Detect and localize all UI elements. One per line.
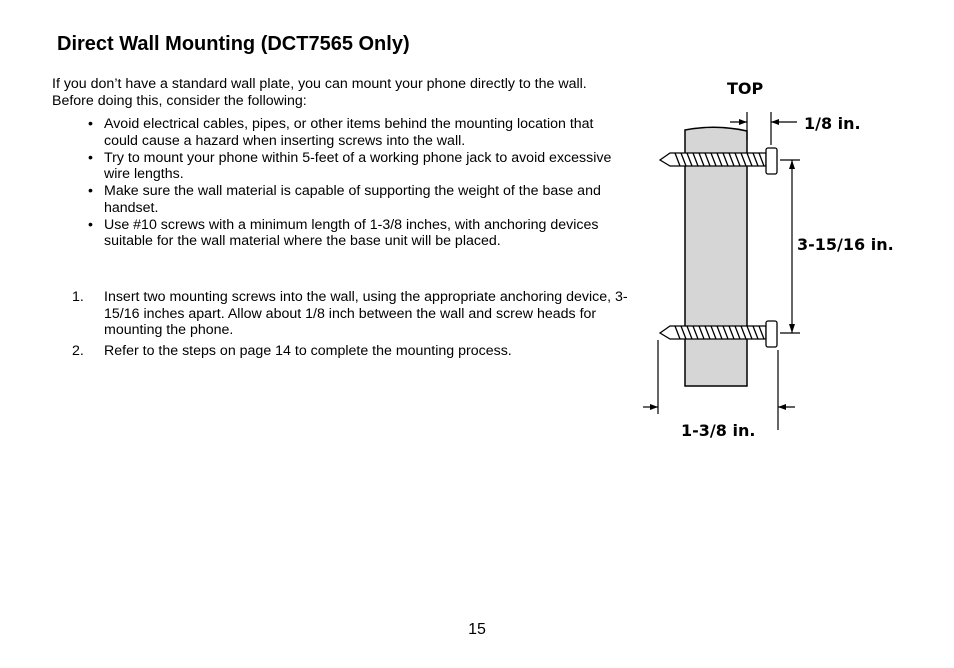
step-number: 1. (72, 289, 84, 305)
step-number: 2. (72, 342, 84, 359)
list-item (86, 150, 631, 183)
wall-mount-diagram (640, 70, 920, 450)
step-item (72, 343, 632, 360)
intro-paragraph: If you don’t have a standard wall plate, you can mount your phone directly to the wall. Before doing this, consider the following: (52, 76, 587, 109)
bullet-marker: • (88, 183, 93, 199)
list-item (86, 183, 631, 216)
gap-label: 1/8 in. (804, 114, 861, 133)
list-item (86, 217, 631, 250)
bullet-marker: • (88, 149, 93, 166)
step-item (72, 289, 632, 339)
list-item-text: Avoid electrical cables, pipes, or other items behind the mounting location that could cause a hazard when inserting screws into the wall. (104, 116, 594, 149)
bullet-marker: • (88, 216, 93, 233)
page-number: 15 (468, 621, 486, 638)
top-label: TOP (727, 79, 764, 98)
step-text: Insert two mounting screws into the wall, using the appropriate anchoring device, 3-15/16 inches apart. Allow about 1/8 inch between the wall and screw heads for mounting the phone. (104, 289, 628, 338)
list-item-text: Make sure the wall material is capable of supporting the weight of the base and handset. (104, 183, 601, 216)
list-item-text: Use #10 screws with a minimum length of 1-3/8 inches, with anchoring devices suitable for the wall material where the base unit will be placed. (104, 216, 599, 249)
list-item (86, 116, 631, 149)
bullet-marker: • (88, 116, 93, 132)
list-item-text: Try to mount your phone within 5-feet of a working phone jack to avoid excessive wire lengths. (104, 149, 612, 182)
steps-list (72, 289, 632, 363)
step-text: Refer to the steps on page 14 to complete the mounting process. (104, 342, 512, 359)
page-title: Direct Wall Mounting (DCT7565 Only) (57, 33, 410, 55)
spacing-label: 3-15/16 in. (797, 235, 894, 254)
considerations-list (86, 116, 631, 250)
length-label: 1-3/8 in. (681, 421, 756, 440)
